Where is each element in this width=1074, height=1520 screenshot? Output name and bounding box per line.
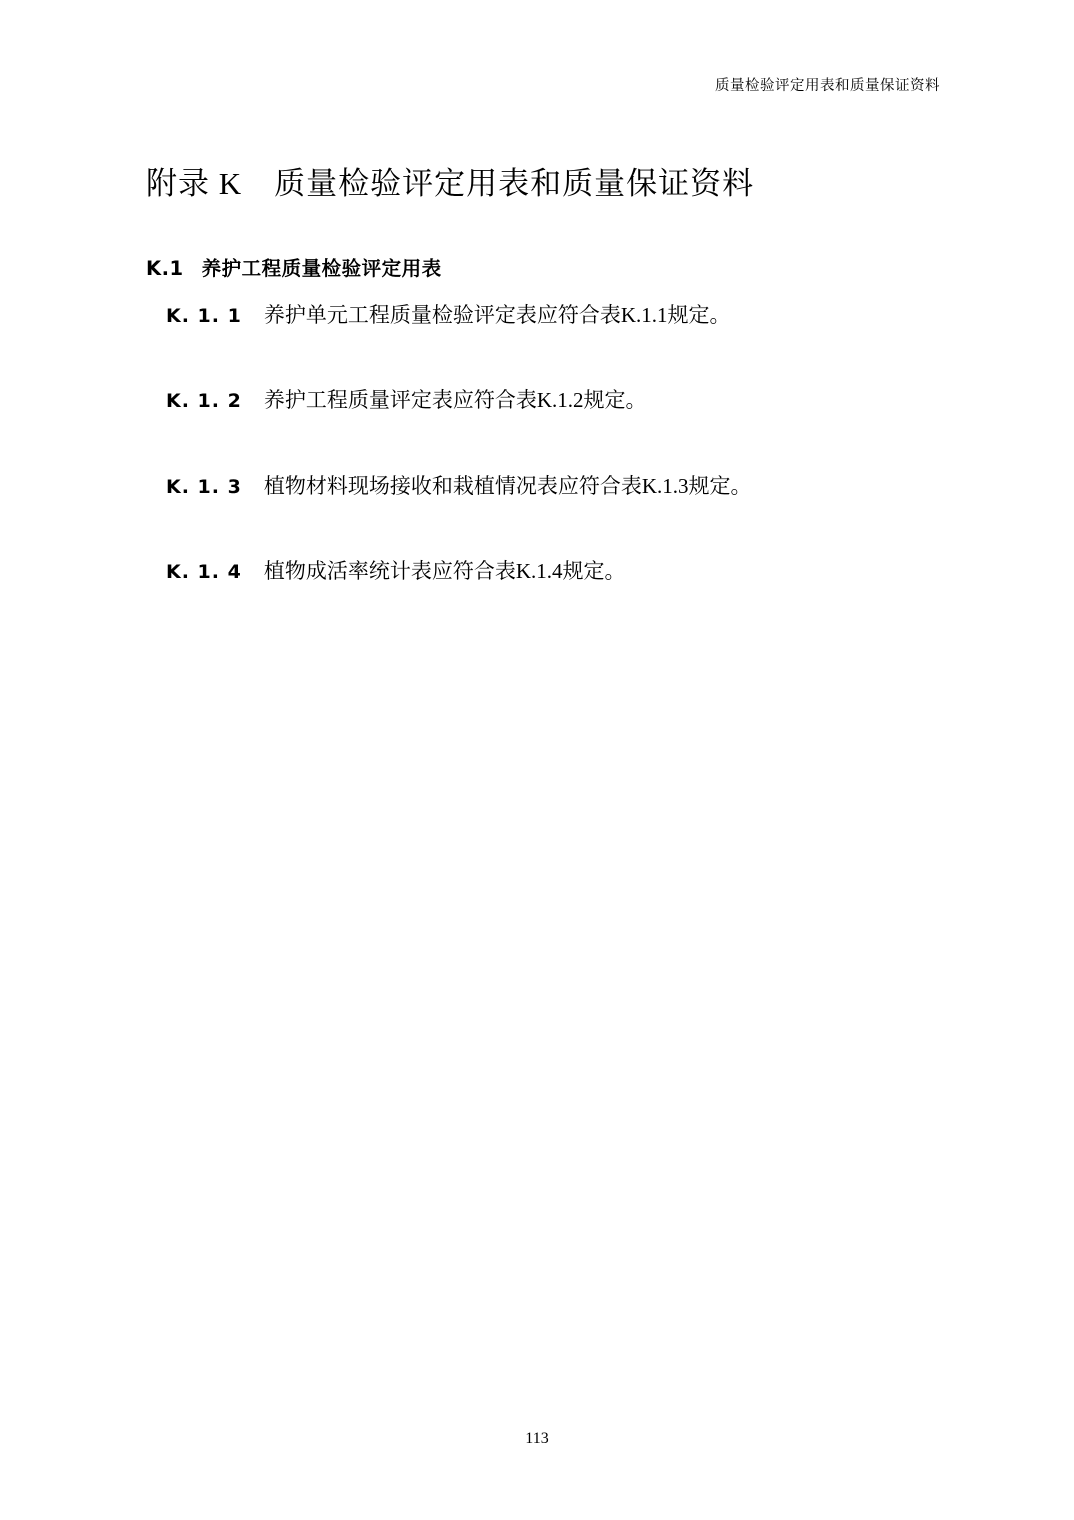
clause-reference: K.1.1 xyxy=(620,303,668,327)
appendix-title-text: 质量检验评定用表和质量保证资料 xyxy=(274,166,755,202)
clause-text: 植物成活率统计表应符合表 xyxy=(263,559,516,583)
appendix-title xyxy=(146,158,754,203)
clause-number: K. 1. 3 xyxy=(166,476,242,498)
clause-reference: K.1.2 xyxy=(536,388,584,412)
clause-item xyxy=(166,471,752,503)
clause-suffix: 规定。 xyxy=(688,474,752,498)
appendix-label: 附录 K xyxy=(146,166,243,201)
clause-item xyxy=(166,300,731,332)
clause-number: K. 1. 1 xyxy=(166,305,242,327)
clause-item xyxy=(166,385,647,417)
clause-text: 养护单元工程质量检验评定表应符合表 xyxy=(263,303,621,327)
clause-reference: K.1.4 xyxy=(515,559,563,583)
clause-item xyxy=(166,556,626,588)
page-number: 113 xyxy=(525,1430,549,1447)
clause-suffix: 规定。 xyxy=(583,388,647,412)
clause-number: K. 1. 2 xyxy=(166,390,242,412)
clause-suffix: 规定。 xyxy=(562,559,626,583)
section-title: 养护工程质量检验评定用表 xyxy=(201,257,442,280)
clause-number: K. 1. 4 xyxy=(166,561,242,583)
clause-text: 植物材料现场接收和栽植情况表应符合表 xyxy=(263,474,642,498)
section-number: K.1 xyxy=(146,257,184,280)
section-heading xyxy=(146,253,442,281)
clause-suffix: 规定。 xyxy=(667,303,731,327)
clause-text: 养护工程质量评定表应符合表 xyxy=(263,388,537,412)
clause-reference: K.1.3 xyxy=(641,474,689,498)
running-head: 质量检验评定用表和质量保证资料 xyxy=(715,78,940,94)
